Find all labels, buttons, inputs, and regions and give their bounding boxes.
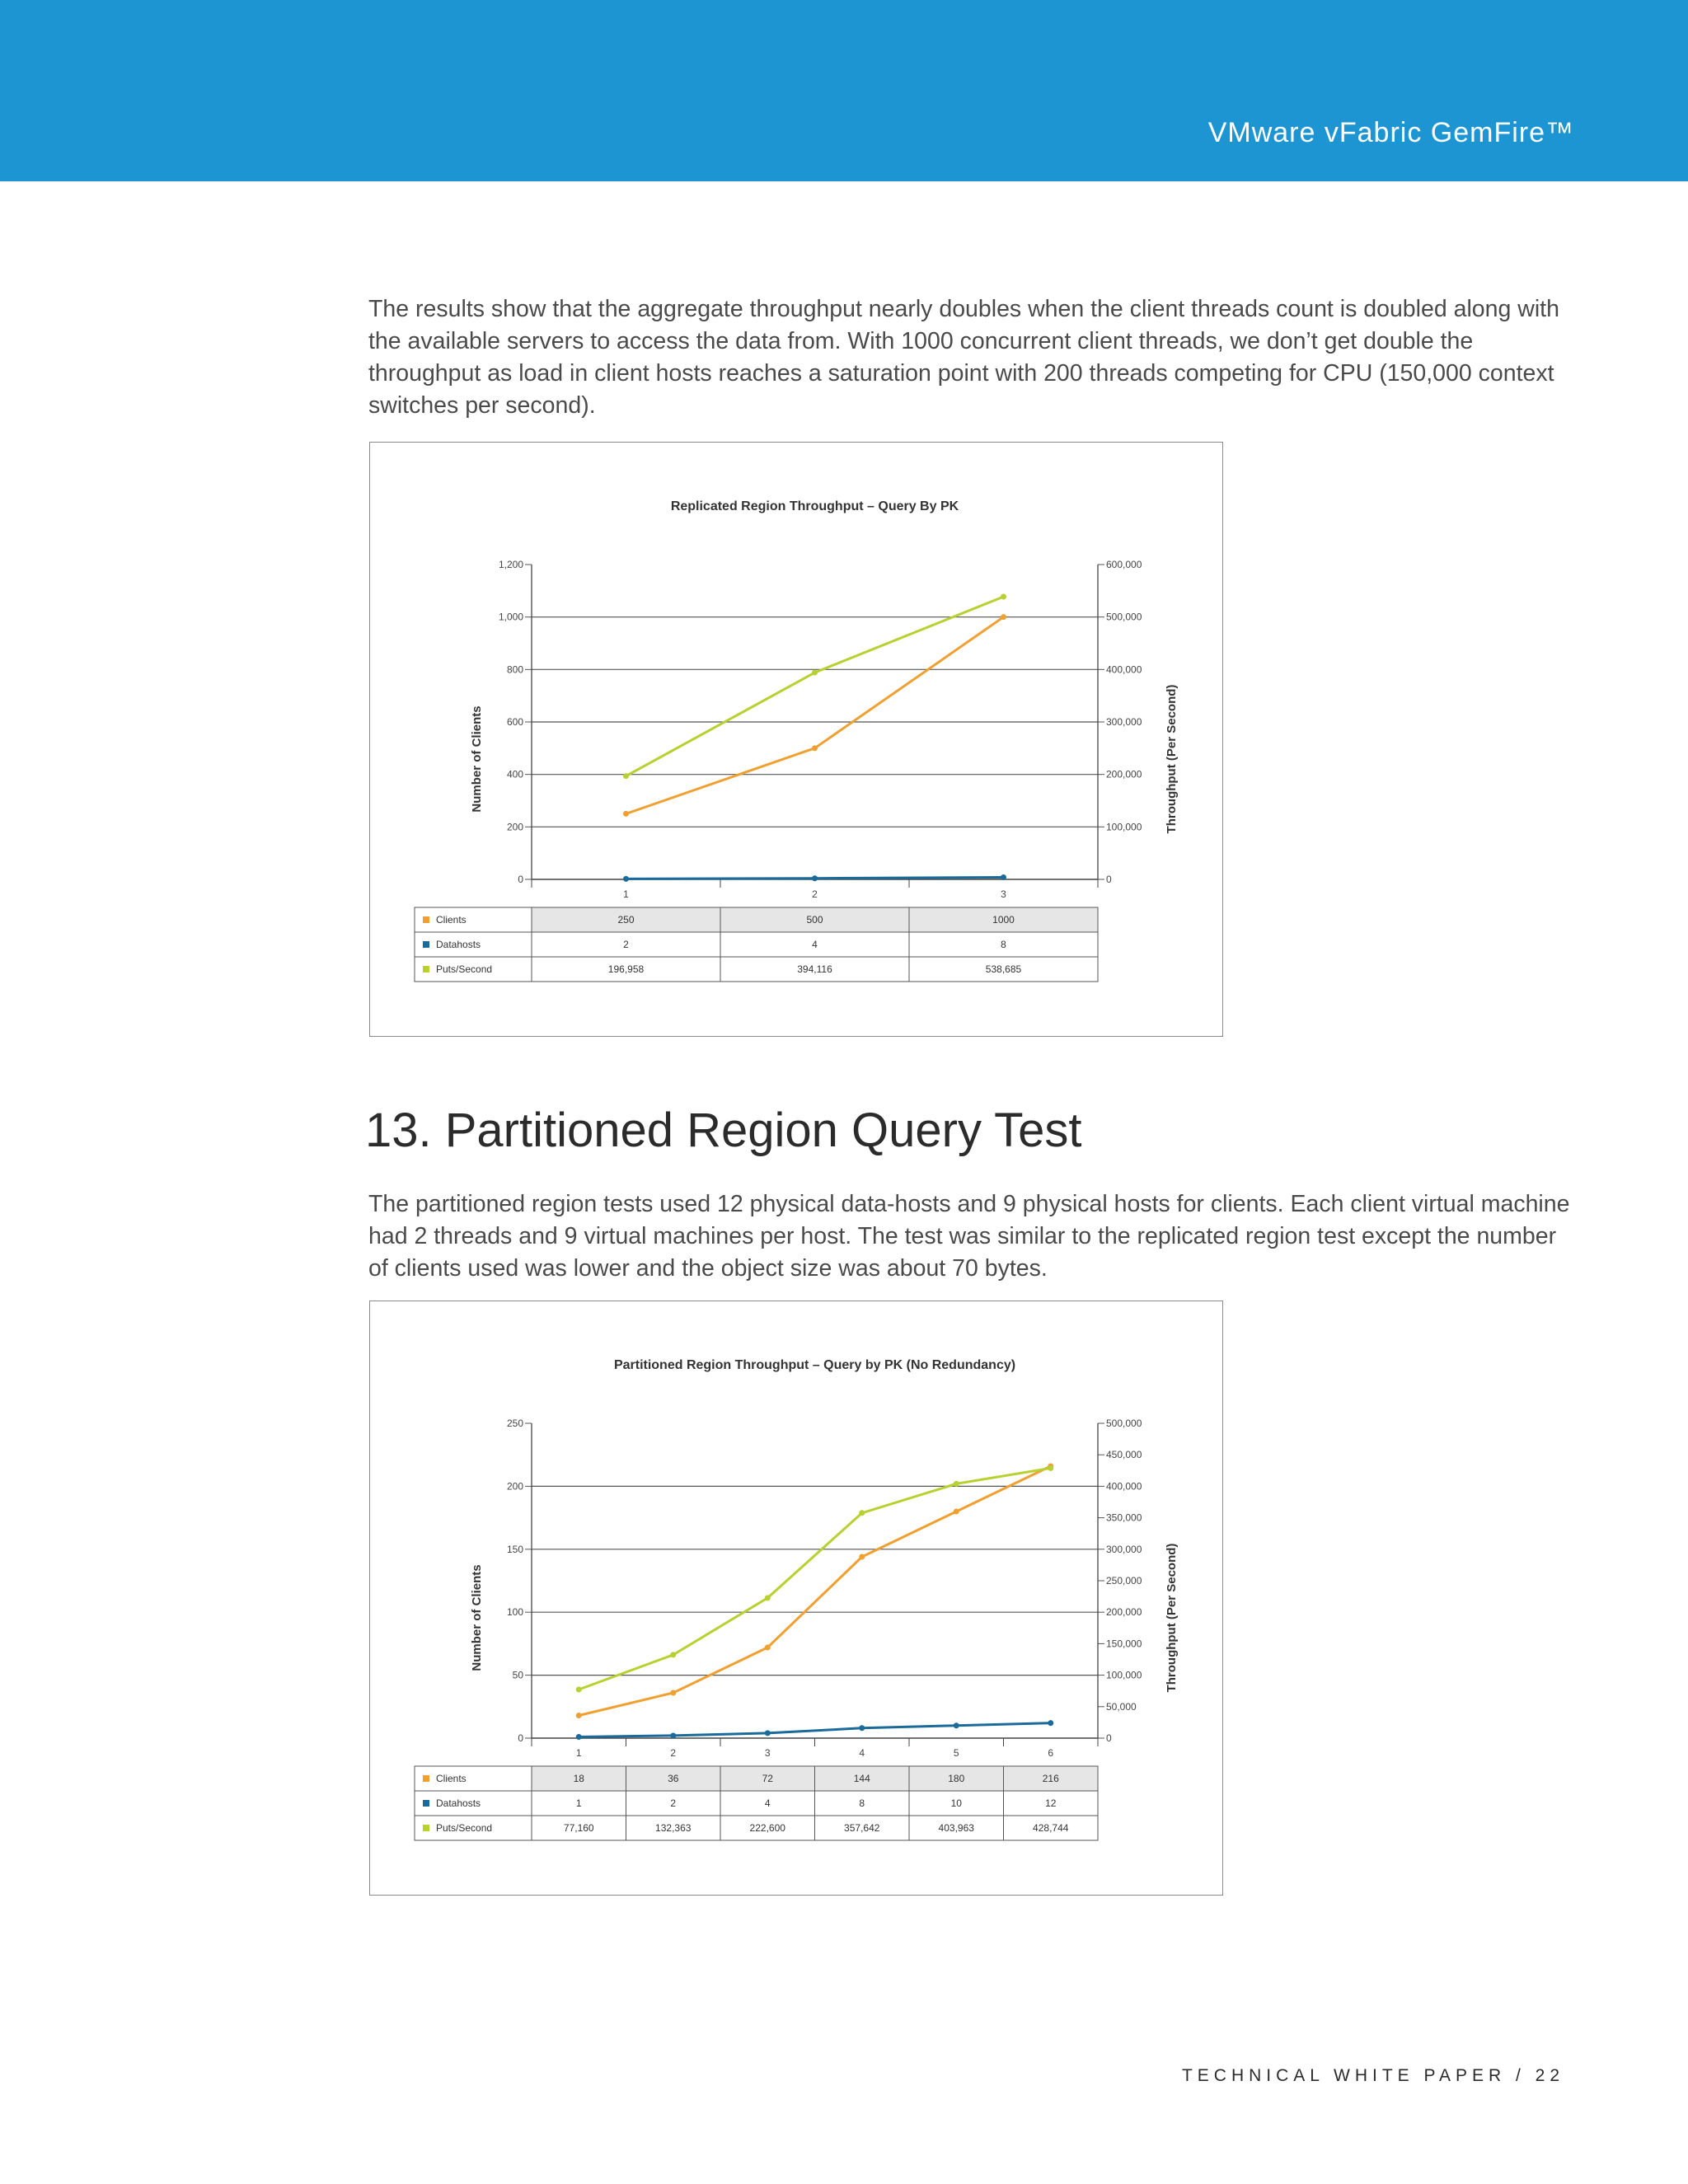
table-value: 2	[670, 1797, 677, 1809]
x-tick-label: 2	[812, 888, 818, 900]
y2-tick-label: 50,000	[1106, 1700, 1137, 1713]
table-value: 196,958	[607, 963, 645, 975]
y2-tick-label: 100,000	[1106, 1669, 1142, 1681]
data-point-datahosts	[812, 875, 818, 881]
legend-swatch-datahosts	[423, 1800, 429, 1807]
page-footer: TECHNICAL WHITE PAPER / 22	[1181, 2066, 1564, 2085]
data-point-clients	[954, 1508, 959, 1514]
table-value: 18	[573, 1773, 584, 1784]
y2-tick-label: 200,000	[1106, 768, 1142, 780]
product-title: VMware vFabric GemFire™	[1207, 117, 1574, 148]
y2-tick-label: 400,000	[1106, 663, 1142, 676]
legend-label-puts-second: Puts/Second	[436, 1822, 493, 1834]
y-tick-label: 250	[506, 1418, 523, 1429]
y-tick-label: 400	[506, 768, 523, 780]
data-point-clients	[576, 1713, 582, 1718]
x-tick-label: 3	[1001, 888, 1006, 900]
table-value: 500	[806, 914, 823, 926]
data-point-datahosts	[954, 1722, 959, 1728]
legend-label-datahosts: Datahosts	[436, 939, 481, 950]
legend-swatch-puts-second	[423, 1825, 429, 1831]
table-value: 394,116	[797, 963, 832, 975]
table-value: 1	[575, 1797, 582, 1809]
y2-tick-label: 100,000	[1106, 821, 1142, 833]
data-point-clients	[859, 1554, 865, 1559]
data-point-clients	[623, 811, 629, 817]
y2-tick-label: 150,000	[1106, 1638, 1142, 1650]
y2-tick-label: 500,000	[1106, 1418, 1142, 1429]
legend-swatch-clients	[423, 916, 429, 923]
data-point-clients	[670, 1690, 676, 1695]
table-value: 222,600	[749, 1822, 785, 1834]
data-point-puts-second	[859, 1510, 865, 1516]
y-axis-label: Number of Clients	[470, 705, 484, 813]
data-point-puts-second	[623, 773, 629, 779]
series-line-datahosts	[579, 1723, 1051, 1737]
y2-axis-label: Throughput (Per Second)	[1165, 1543, 1179, 1693]
partitioned-region-chart	[369, 1301, 1223, 1896]
table-value: 72	[762, 1773, 773, 1784]
data-point-puts-second	[576, 1687, 582, 1693]
y-tick-label: 0	[518, 1732, 523, 1744]
y2-tick-label: 0	[1106, 874, 1112, 885]
legend-label-clients: Clients	[436, 1773, 467, 1784]
y-tick-label: 1,000	[498, 611, 523, 623]
table-value: 357,642	[844, 1822, 880, 1834]
legend-cell	[415, 1766, 532, 1791]
data-point-puts-second	[765, 1595, 771, 1601]
legend-label-puts-second: Puts/Second	[436, 963, 493, 975]
table-value: 4	[764, 1797, 771, 1809]
y-tick-label: 0	[518, 874, 523, 885]
header-banner	[0, 0, 1688, 181]
series-line-clients	[579, 1466, 1051, 1716]
table-value: 132,363	[655, 1822, 692, 1834]
y2-tick-label: 600,000	[1106, 559, 1142, 570]
chart-title: Partitioned Region Throughput – Query by PK (No Redundancy)	[613, 1358, 1016, 1372]
y-axis-label: Number of Clients	[470, 1564, 484, 1671]
table-value: 36	[668, 1773, 679, 1784]
y2-tick-label: 350,000	[1106, 1511, 1142, 1524]
legend-label-clients: Clients	[436, 914, 467, 926]
table-value: 144	[853, 1773, 870, 1784]
y-tick-label: 600	[506, 716, 523, 728]
table-value: 250	[617, 914, 635, 926]
data-point-clients	[765, 1644, 771, 1650]
series-line-clients	[626, 617, 1004, 814]
legend-swatch-datahosts	[423, 941, 429, 948]
y2-tick-label: 300,000	[1106, 716, 1142, 728]
table-value: 2	[623, 939, 629, 950]
legend-swatch-puts-second	[423, 966, 429, 972]
data-point-puts-second	[670, 1652, 676, 1657]
data-point-datahosts	[576, 1734, 582, 1740]
partitioned-region-chart-svg	[370, 1301, 1224, 1896]
data-point-clients	[812, 745, 818, 751]
section-paragraph: The partitioned region tests used 12 physical data-hosts and 9 physical hosts for clients. Each client virtual machine had 2 threads and 9 virtual machines per host. The test was similar to the replicated region test except the number of clients used was lower and the object size was about 70 bytes.	[368, 1191, 1570, 1282]
x-tick-label: 6	[1048, 1747, 1054, 1759]
x-tick-label: 5	[953, 1747, 959, 1759]
data-point-datahosts	[1048, 1720, 1053, 1726]
table-value: 216	[1042, 1773, 1059, 1784]
data-point-datahosts	[623, 876, 629, 882]
y-tick-label: 200	[506, 1480, 523, 1493]
data-point-datahosts	[765, 1730, 771, 1736]
y2-tick-label: 500,000	[1106, 611, 1142, 623]
legend-label-datahosts: Datahosts	[436, 1797, 481, 1809]
y2-tick-label: 450,000	[1106, 1449, 1142, 1461]
data-point-datahosts	[859, 1725, 865, 1731]
chart-title: Replicated Region Throughput – Query By PK	[670, 499, 959, 513]
y2-tick-label: 250,000	[1106, 1575, 1142, 1586]
table-value: 538,685	[985, 963, 1022, 975]
x-tick-label: 1	[575, 1747, 582, 1759]
y2-tick-label: 400,000	[1106, 1480, 1142, 1493]
replicated-region-chart	[369, 442, 1223, 1037]
data-point-clients	[1001, 614, 1006, 620]
table-value: 180	[948, 1773, 965, 1784]
x-tick-label: 4	[859, 1747, 865, 1759]
data-point-puts-second	[954, 1481, 959, 1487]
table-value: 4	[812, 939, 818, 950]
y-tick-label: 100	[506, 1606, 523, 1619]
y-tick-label: 150	[506, 1543, 523, 1555]
table-value: 403,963	[938, 1822, 974, 1834]
replicated-region-chart-svg	[370, 443, 1224, 1038]
table-value: 1000	[992, 914, 1015, 926]
y2-tick-label: 200,000	[1106, 1606, 1142, 1619]
x-tick-label: 1	[623, 888, 629, 900]
table-value: 8	[859, 1797, 865, 1809]
data-point-puts-second	[1001, 594, 1006, 600]
intro-paragraph: The results show that the aggregate throughput nearly doubles when the client threads count is doubled along with the available servers to access the data from. With 1000 concurrent client threads, we don’t get double the throughput as load in client hosts reaches a saturation point with 200 threads competing for CPU (150,000 context switches per second).	[368, 296, 1559, 419]
x-tick-label: 3	[764, 1747, 771, 1759]
section-heading: 13. Partitioned Region Query Test	[365, 1104, 1082, 1157]
data-point-puts-second	[812, 670, 818, 676]
y2-tick-label: 300,000	[1106, 1543, 1142, 1555]
data-point-datahosts	[1001, 874, 1006, 880]
y2-axis-label: Throughput (Per Second)	[1165, 684, 1179, 834]
table-value: 77,160	[563, 1822, 594, 1834]
x-tick-label: 2	[670, 1747, 677, 1759]
y2-tick-label: 0	[1106, 1732, 1112, 1744]
table-value: 8	[1001, 939, 1006, 950]
legend-cell	[415, 907, 532, 932]
data-point-puts-second	[1048, 1465, 1053, 1471]
y-tick-label: 1,200	[498, 559, 523, 570]
table-value: 12	[1045, 1797, 1057, 1809]
y-tick-label: 50	[512, 1669, 523, 1681]
data-point-datahosts	[670, 1732, 676, 1738]
table-value: 10	[950, 1797, 962, 1809]
table-value: 428,744	[1033, 1822, 1069, 1834]
y-tick-label: 800	[506, 663, 523, 676]
legend-swatch-clients	[423, 1775, 429, 1782]
y-tick-label: 200	[506, 821, 523, 833]
